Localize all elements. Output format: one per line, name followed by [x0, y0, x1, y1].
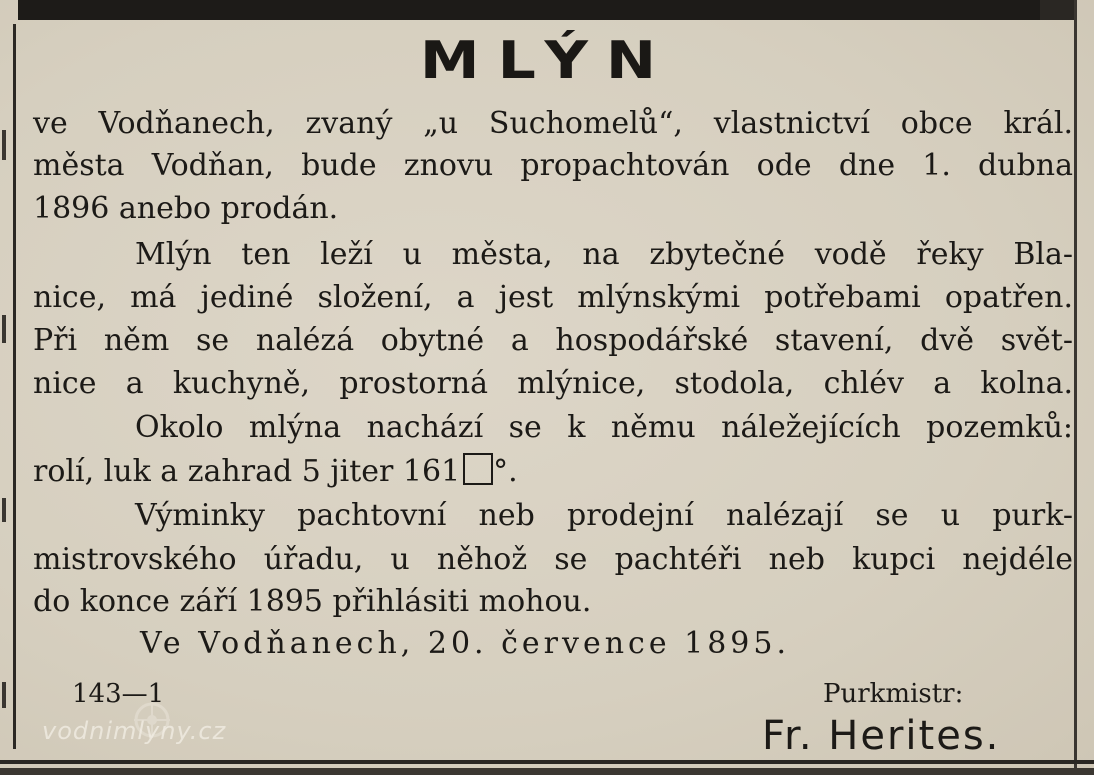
- margin-mark: [2, 130, 6, 160]
- bottom-border-rule-lower: [0, 768, 1094, 775]
- degree-suffix: °.: [493, 454, 518, 489]
- left-column-rule: [13, 24, 16, 749]
- advert-title: MLÝN: [419, 30, 675, 92]
- bottom-border-rule: [0, 760, 1094, 764]
- watermark-text: vodnimlyny.cz: [42, 717, 227, 745]
- margin-mark: [2, 682, 6, 708]
- dateline: Ve Vodňanech, 20. července 1895.: [140, 626, 790, 661]
- text-line: nice a kuchyně, prostorná mlýnice, stodola, chlév a kolna.: [33, 366, 1073, 401]
- text-line: města Vodňan, bude znovu propachtován ode dne 1. dubna: [33, 148, 1073, 183]
- signatory-title: Purkmistr:: [823, 679, 964, 709]
- reference-number: 143—1: [72, 679, 165, 709]
- top-border-rule: [18, 0, 1072, 20]
- text-line: Při něm se nalézá obytné a hospodářské stavení, dvě svět-: [33, 323, 1073, 358]
- text-line: nice, má jediné složení, a jest mlýnskými potřebami opatřen.: [33, 280, 1073, 315]
- signatory-name: Fr. Herites.: [762, 713, 1001, 759]
- margin-mark: [2, 315, 6, 343]
- text-line: ve Vodňanech, zvaný „u Suchomelů“, vlastnictví obce král.: [33, 106, 1073, 141]
- text-line-area: [33, 452, 518, 492]
- text-line: mistrovského úřadu, u něhož se pachtéři neb kupci nejdéle: [33, 542, 1073, 577]
- right-column-rule: [1074, 0, 1077, 775]
- text-line: 1896 anebo prodán.: [33, 191, 339, 226]
- text-line: do konce září 1895 přihlásiti mohou.: [33, 584, 592, 619]
- text-line: Okolo mlýna nachází se k němu náležejících pozemků:: [135, 410, 1073, 445]
- margin-mark: [2, 498, 6, 522]
- area-text: rolí, luk a zahrad 5 jiter 161: [33, 454, 461, 489]
- text-line: Výminky pachtovní neb prodejní nalézají se u purk-: [135, 498, 1073, 533]
- top-border-rule-end: [1040, 0, 1074, 20]
- text-line: Mlýn ten leží u města, na zbytečné vodě řeky Bla-: [135, 237, 1073, 272]
- square-unit-symbol: [463, 453, 493, 485]
